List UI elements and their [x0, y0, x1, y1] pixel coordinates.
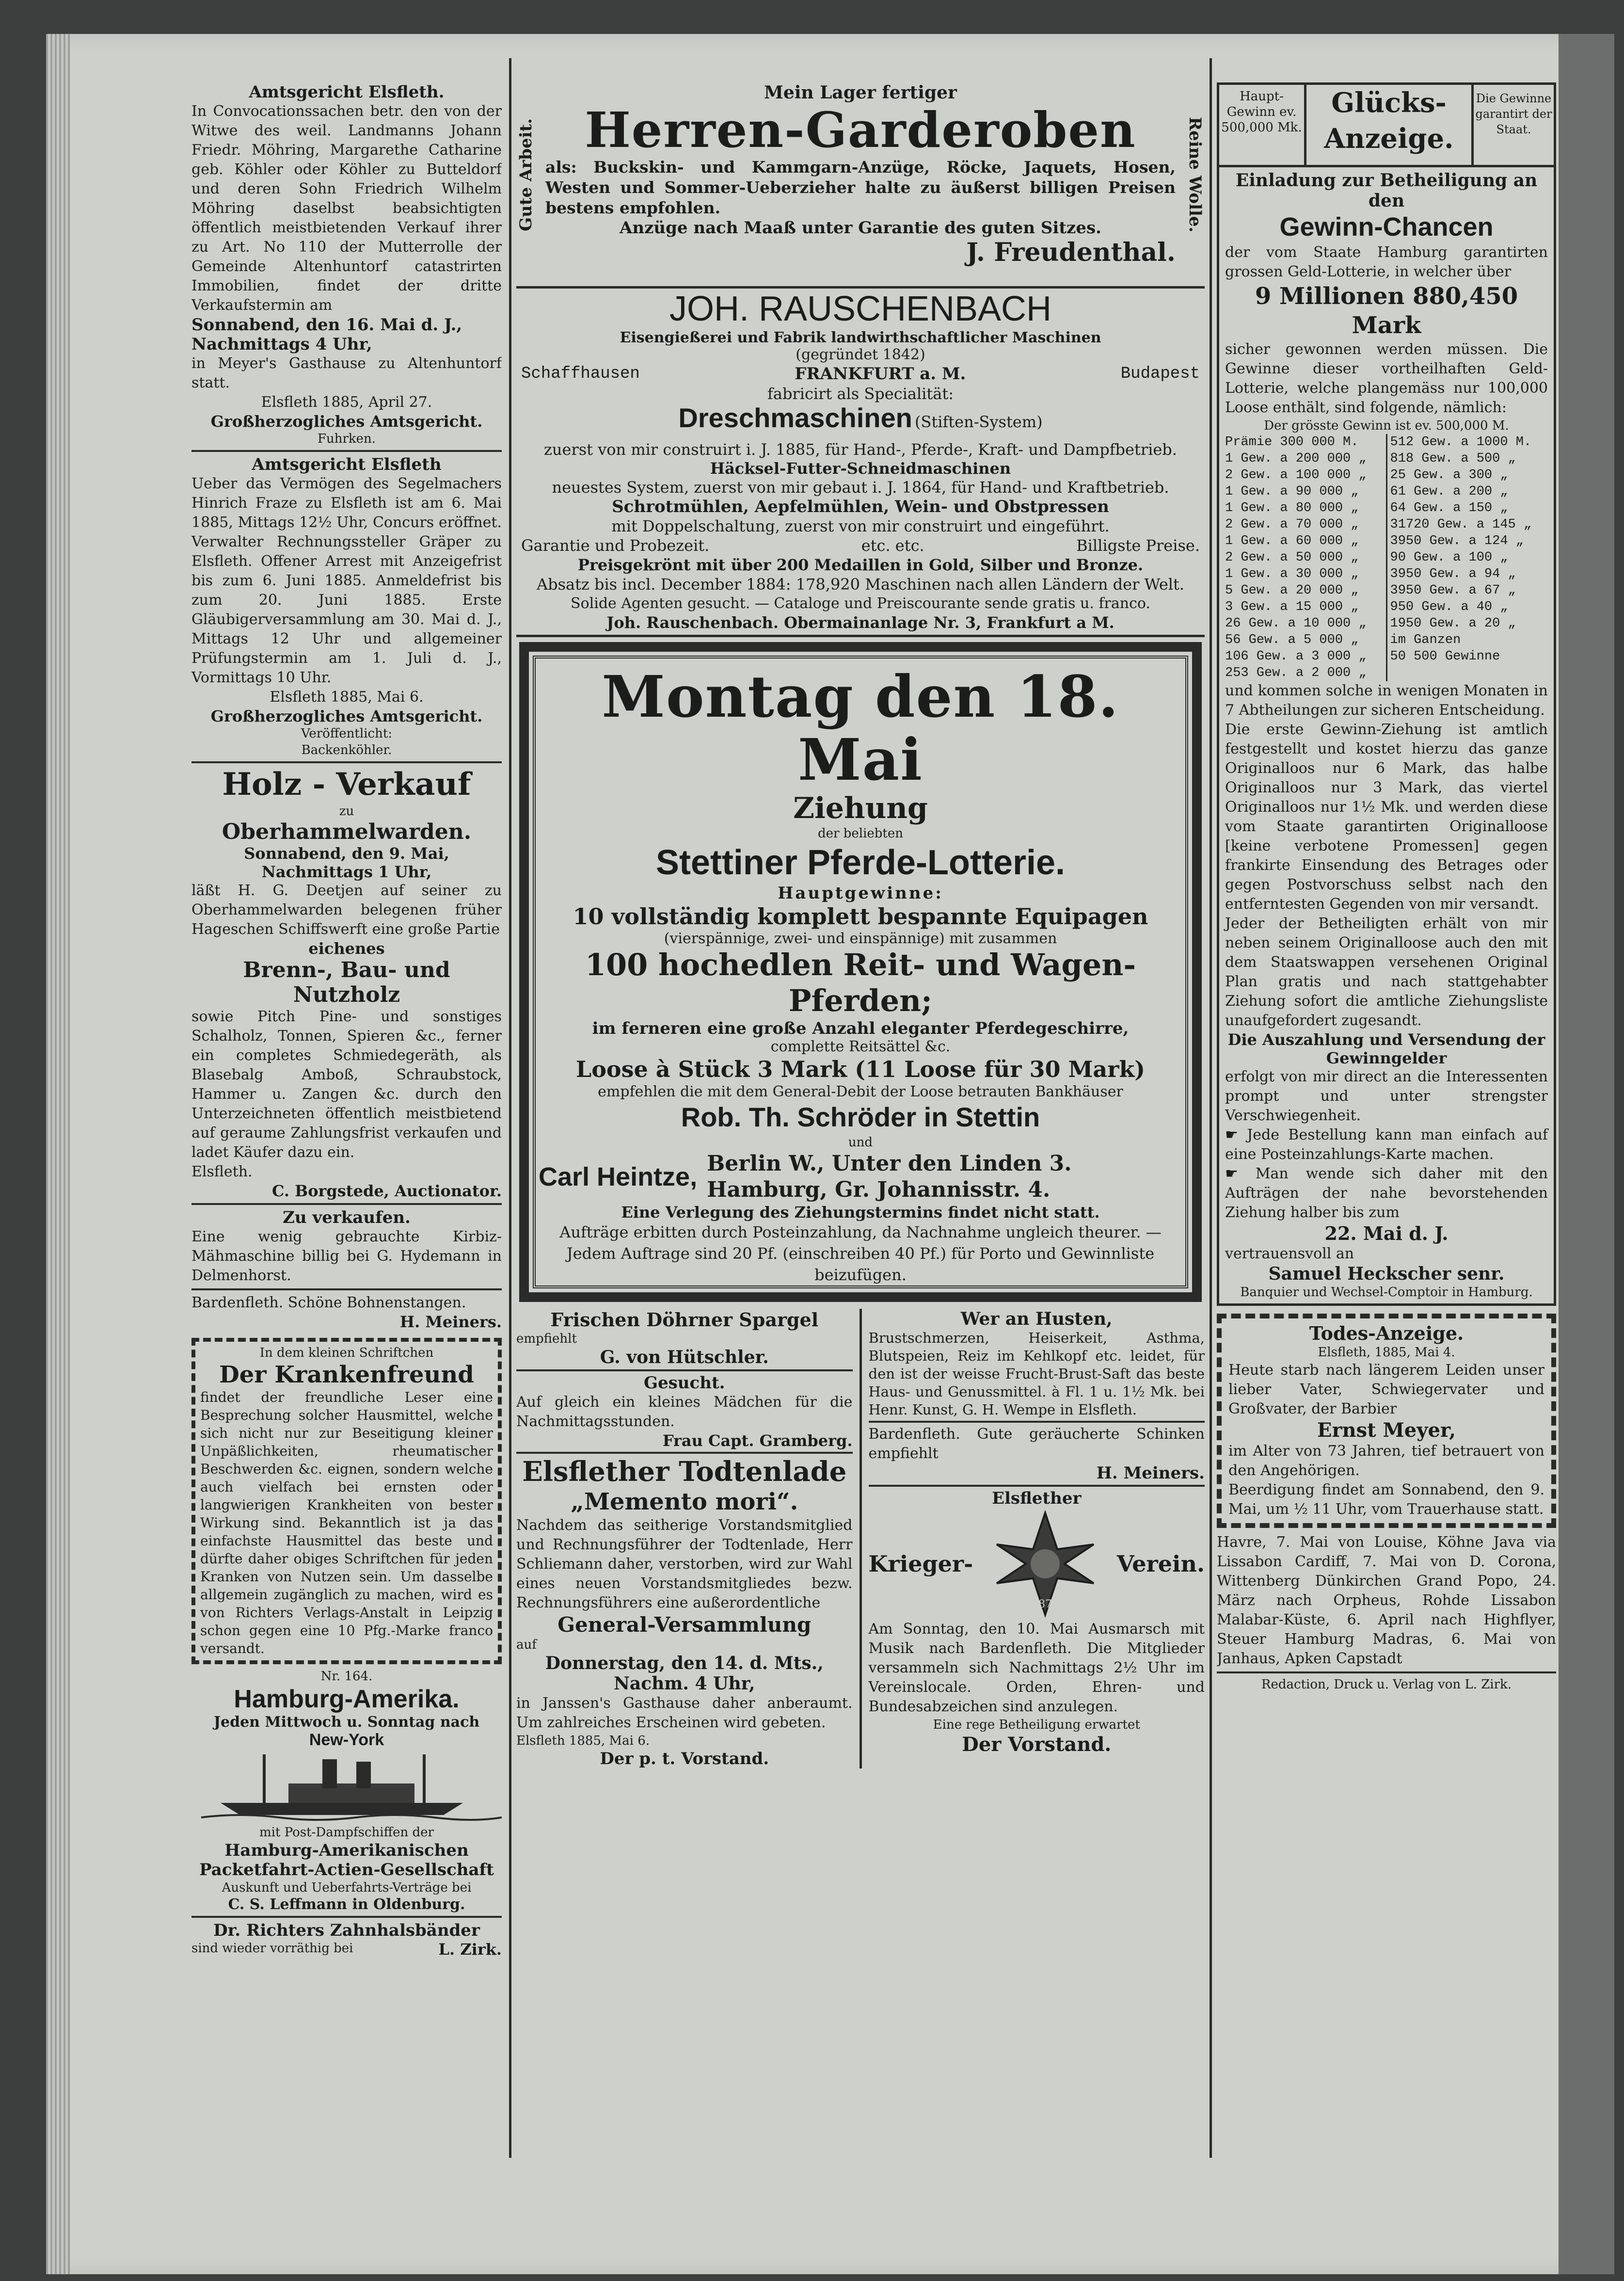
notice-text: Billigste Preise.	[1076, 536, 1200, 555]
notice-text: der beliebten	[818, 826, 903, 841]
heading: Herren-Garderoben	[585, 101, 1136, 159]
heading: JOH. RAUSCHENBACH	[669, 289, 1052, 328]
signature: H. Meiners.	[1096, 1463, 1205, 1483]
notice-text: Nachdem das seitherige Vorstandsmitglied und Rechnungsführer der Todtenlade, Herr Schliemann daher, verstorben, wird zur Wahl eines neuen Vorstandsmitgliedes bezw. Rechnungsführers eine außerordentliche	[516, 1517, 853, 1611]
heading: Krieger-	[868, 1551, 973, 1577]
notice-text: Jeden Mittwoch u. Sonntag nach	[213, 1714, 480, 1731]
prize-row: 512 Gew. a 1000 M.	[1390, 435, 1532, 450]
notice-text: Brustschmerzen, Heiserkeit, Asthma, Blutspeien, Reiz im Kehlkopf etc. leidet, für den ist der weisse Frucht-Brust-Saft das beste Haus- und Genussmittel. à Fl. 1 u. 1½ Mk. bei Henr. Kunst, G. H. Wempe in Elsfleth.	[868, 1330, 1205, 1418]
side-label: Reine Wolle.	[1185, 116, 1205, 233]
notice-line	[191, 1940, 502, 1959]
divider	[869, 1421, 1205, 1423]
rauschenbach-ad	[516, 289, 1205, 632]
notice-text: Elsfleth.	[191, 1163, 253, 1180]
notice-text: (Stiften-System)	[914, 413, 1043, 431]
prize-row: 3950 Gew. a 94 „	[1390, 567, 1516, 581]
notice-text: Solide Agenten gesucht. — Cataloge und Preiscourante sende gratis u. franco.	[571, 595, 1150, 612]
prize-row: Prämie 300 000 M.	[1225, 435, 1359, 450]
shipping-news: Havre, 7. Mai von Louise, Köhne Java via Lissabon Cardiff, 7. Mai von D. Corona, Wittenberg Dünkirchen Grand Popo, 24. März nach Orpheus, Rohde Lissabon Malabar-Küste, 6. April nach Highflyer, Steuer Hamburg Madras, 6. Mai von Janhaus, Apken Capstadt	[1217, 1534, 1556, 1667]
krieger-verein-header	[869, 1508, 1205, 1620]
notice-text	[1225, 1125, 1548, 1164]
divider	[191, 450, 502, 452]
divider	[869, 1485, 1205, 1487]
prize-row: 3950 Gew. a 124 „	[1390, 534, 1524, 548]
notice-text: empfehlen die mit dem General-Debit der Loose betrauten Bankhäuser	[598, 1083, 1123, 1100]
notice-text: Eine rege Betheiligung erwartet	[933, 1718, 1140, 1732]
heading: Todes-Anzeige.	[1309, 1322, 1464, 1344]
cities-line	[521, 363, 1200, 385]
lottery-box	[519, 642, 1202, 1302]
notice-text: Aufträge erbitten durch Posteinzahlung, da Nachnahme ungleich theurer. — Jedem Auftrage sind 20 Pf. (einschreiben 40 Pf.) für Porto und Gewinnliste beizufügen.	[559, 1223, 1162, 1284]
bottom-right	[862, 1309, 1205, 1768]
heading: Verein.	[1116, 1551, 1205, 1577]
dresch-line	[521, 403, 1200, 440]
heading: Wer an Husten,	[960, 1309, 1113, 1329]
notice-text: findet der freundliche Leser eine Besprechung solcher Hausmittel, welche sich nicht nur zur Beseitigung kleiner Unpäßlichkeiten, rheumatischer Beschwerden &c. eignen, sondern welche auch vielfach bei ernsten oder langwierigen Krankheiten von bester Wirkung sind. Bekanntlich ist ja das einfachste Hausmittel das beste und dürfte daher obiges Schriftchen für jeden Kranken von Nutzen sein. Um dasselbe allgemein zugänglich zu machen, wird es von Richters Verlags-Anstalt in Leipzig schon gegen eine 10 Pfg.-Marke franco versandt.	[200, 1389, 493, 1656]
signature: Frau Capt. Gramberg.	[662, 1431, 853, 1450]
heintze-addresses	[707, 1151, 1072, 1203]
signature: Der p. t. Vorstand.	[600, 1749, 769, 1768]
city: Schaffhausen	[521, 365, 640, 383]
prize-row: 61 Gew. a 200 „	[1390, 484, 1508, 499]
dateline: Elsfleth 1885, April 27.	[261, 394, 432, 411]
signature: Banquier und Wechsel-Comptoir in Hamburg.	[1240, 1285, 1533, 1300]
heintze-line	[539, 1151, 1182, 1203]
notice-text: In dem kleinen Schriftchen	[259, 1346, 434, 1360]
garderoben-body	[545, 82, 1176, 267]
signature: C. S. Leffmann in Oldenburg.	[228, 1896, 465, 1913]
column-1	[191, 82, 502, 2177]
prize-row: 253 Gew. a 2 000 „	[1225, 666, 1367, 680]
heading: Amtsgericht Elsfleth.	[249, 82, 445, 102]
prize-row: 50 500 Gewinne	[1390, 649, 1500, 664]
notice-text: Die erste Gewinn-Ziehung ist amtlich festgestellt und kostet hierzu das ganze Originalloos nur 6 Mark, das halbe Originalloos nur 3 Mark, das viertel Originalloos nur 1½ Mk. und werden diese vom Staate garantirten Originalloose [keine verbotene Promessen] gegen frankirte Einsendung des Betrages oder gegen Postvorschuss selbst nach den entferntesten Gegenden von mir versandt.	[1225, 721, 1548, 913]
heading: Frischen Döhrner Spargel	[550, 1309, 819, 1331]
divider	[1217, 1671, 1556, 1673]
prize-row: 56 Gew. a 5 000 „	[1225, 633, 1359, 647]
notice-date: Sonnabend, den 16. Mai d. J., Nachmittags 4 Uhr,	[191, 315, 462, 354]
divider	[516, 1452, 853, 1454]
notice-text: Auskunft und Ueberfahrts-Verträge bei	[222, 1880, 472, 1895]
notice-text: im Alter von 73 Jahren, tief betrauert von den Angehörigen.	[1228, 1443, 1544, 1479]
heading: Glücks-	[1331, 87, 1447, 119]
address: Berlin W., Unter den Linden 3.	[707, 1151, 1072, 1176]
prize-row: 1 Gew. a 200 000 „	[1225, 451, 1367, 466]
guarantee-line	[521, 536, 1200, 555]
heading: New-York	[309, 1731, 384, 1749]
notice-text: sind wieder vorräthig bei	[191, 1941, 353, 1956]
divider	[191, 1203, 502, 1205]
notice-text: Jeder der Betheiligten erhält von mir neben seinem Originalloose auch den mit dem Staatswappen versehenen Original Plan gratis und nach stattgehabter Ziehung sofort die amtliche Ziehungsliste unaufgefordert zugesandt.	[1225, 915, 1548, 1029]
heading: Einladung zur Betheiligung an den	[1235, 170, 1538, 211]
notice-text: zu	[339, 804, 354, 819]
heading: Gesucht.	[644, 1373, 725, 1393]
prize-row: 5 Gew. a 20 000 „	[1225, 583, 1359, 598]
heading: General-Versammlung	[557, 1613, 812, 1637]
notice-text: Bardenfleth. Schöne Bohnenstangen.	[191, 1294, 466, 1311]
notice-text: Absatz bis incl. December 1884: 178,920 Maschinen nach allen Ländern der Welt.	[536, 575, 1185, 594]
notice-text: Preisgekrönt mit über 200 Medaillen in Gold, Silber und Bronze.	[577, 556, 1144, 574]
prize-column	[1387, 434, 1548, 681]
heading: Loose à Stück 3 Mark (11 Loose für 30 Mark)	[575, 1056, 1146, 1082]
column-3	[1217, 82, 1556, 2177]
heading: Gewinn-Chancen	[1279, 212, 1494, 241]
prize-row: 1950 Gew. a 20 „	[1390, 616, 1516, 631]
address: Hamburg, Gr. Johannisstr. 4.	[707, 1177, 1051, 1202]
notice-text: in Janssen's Gasthause daher anberaumt. Um zahlreiches Erscheinen wird gebeten.	[516, 1695, 853, 1731]
city: Budapest	[1120, 365, 1200, 383]
dateline: Elsfleth, 1885, Mai 4.	[1318, 1345, 1455, 1360]
column-rule	[1210, 58, 1212, 2158]
notice-text: und kommen solche in wenigen Monaten in 7 Abtheilungen zur sicheren Entscheidung.	[1225, 682, 1548, 719]
heading: Hamburg-Amerika.	[234, 1685, 460, 1713]
column-rule	[509, 58, 511, 2158]
notice-number: Nr. 164.	[320, 1669, 373, 1684]
notice-text: Eine wenig gebrauchte Kirbiz-Mähmaschine billig bei G. Hydemann in Delmenhorst.	[191, 1228, 502, 1284]
notice-text: der vom Staate Hamburg garantirten grossen Geld-Lotterie, in welcher über	[1225, 244, 1548, 280]
heading: Zu verkaufen.	[283, 1208, 411, 1227]
heading: Hamburg-Amerikanischen Packetfahrt-Actien-Gesellschaft	[199, 1841, 494, 1879]
heading: Schrotmühlen, Aepfelmühlen, Wein- und Obstpressen	[612, 497, 1109, 516]
signature: H. Meiners.	[399, 1313, 502, 1331]
prize-row: 25 Gew. a 300 „	[1390, 468, 1508, 482]
page-edge	[46, 34, 70, 2274]
prize-row: 26 Gew. a 10 000 „	[1225, 616, 1367, 631]
signature: C. Borgstede, Auctionator.	[271, 1182, 502, 1200]
notice-date: 22. Mai d. J.	[1324, 1222, 1449, 1244]
pointing-hand-icon: ☛	[1225, 1165, 1256, 1182]
notice-date: Donnerstag, den 14. d. Mts., Nachm. 4 Uhr,	[545, 1653, 824, 1694]
notice-text: Heute starb nach längerem Leiden unser lieber Vater, Schwiegervater und Großvater, der Barbier	[1228, 1362, 1544, 1417]
prize-row: 31720 Gew. a 145 „	[1390, 517, 1532, 532]
bottom-left	[516, 1309, 862, 1768]
divider	[191, 761, 502, 763]
signature: Veröffentlicht:	[301, 726, 393, 741]
notice-text: mit Post-Dampfschiffen der	[259, 1825, 434, 1840]
notice-text: Jede Bestellung kann man einfach auf eine Posteinzahlungs-Karte machen.	[1225, 1126, 1548, 1163]
prize-row: 1 Gew. a 80 000 „	[1225, 501, 1359, 515]
notice-text: sicher gewonnen werden müssen. Die Gewinne dieser vortheilhaften Geld-Lotterie, welche plangemäss nur 100,000 Loose enthält, sind folgende, nämlich:	[1225, 341, 1548, 416]
notice-text: Beerdigung findet am Sonnabend, den 9. Mai, um ½ 11 Uhr, vom Trauerhause statt.	[1228, 1481, 1544, 1518]
garderoben-ad	[516, 82, 1205, 286]
divider	[516, 1369, 853, 1371]
divider	[516, 286, 1205, 289]
notice-text: neuestes System, zuerst von mir gebaut i. J. 1864, für Hand- und Kraftbetrieb.	[552, 478, 1169, 497]
newspaper-page	[46, 34, 1614, 2274]
heading: Dr. Richters Zahnhalsbänder	[213, 1921, 480, 1940]
signature: Fuhrken.	[317, 432, 376, 446]
heading: Dreschmaschinen	[678, 402, 912, 433]
iron-cross-icon	[992, 1508, 1099, 1620]
heading: Amtsgericht Elsfleth	[252, 455, 442, 474]
signature: L. Zirk.	[438, 1940, 502, 1959]
signature: Der Vorstand.	[962, 1733, 1112, 1756]
book-spine	[1559, 34, 1614, 2274]
todes-anzeige-box	[1217, 1314, 1556, 1528]
heading: Montag den 18. Mai	[602, 663, 1119, 793]
notice-text: zuerst von mir construirt i. J. 1885, für Hand-, Pferde-, Kraft- und Dampfbetrieb.	[544, 440, 1177, 459]
notice-text: complette Reitsättel &c.	[770, 1038, 951, 1055]
column-2	[516, 82, 1205, 2177]
city: FRANKFURT a. M.	[795, 364, 966, 384]
signature: Samuel Heckscher senr.	[1268, 1264, 1505, 1284]
signature: Großherzogliches Amtsgericht.	[210, 412, 483, 431]
side-label: Gute Arbeit.	[516, 118, 536, 231]
dateline: Elsfleth 1885, Mai 6.	[516, 1734, 650, 1748]
heading: Anzeige.	[1324, 123, 1454, 155]
signature: J. Freudenthal.	[966, 238, 1176, 267]
divider	[191, 1916, 502, 1918]
imprint: Redaction, Druck u. Verlag von L. Zirk.	[1261, 1677, 1512, 1692]
heading: 100 hochedlen Reit- und Wagen-Pferden;	[585, 947, 1136, 1018]
signature: G. von Hütschler.	[600, 1347, 769, 1367]
prize-table	[1225, 434, 1548, 681]
notice-text: auf	[516, 1638, 537, 1652]
prize-row: 2 Gew. a 50 000 „	[1225, 550, 1359, 565]
notice-text: Hauptgewinne:	[778, 883, 943, 903]
heading: 10 vollständig komplett bespannte Equipagen	[573, 903, 1148, 930]
notice-date: Sonnabend, den 9. Mai, Nachmittags 1 Uhr,	[244, 844, 449, 881]
dateline: Elsfleth 1885, Mai 6.	[270, 689, 424, 706]
prize-row	[1390, 665, 1548, 681]
steamship-image	[191, 1750, 502, 1822]
heading: Der Krankenfreund	[219, 1361, 474, 1388]
notice-text: fabricirt als Specialität:	[767, 385, 954, 403]
heading: „Memento mori“.	[571, 1488, 798, 1515]
notice-text: vertrauensvoll an	[1225, 1245, 1354, 1262]
prize-row: 2 Gew. a 70 000 „	[1225, 517, 1359, 532]
heading: Rob. Th. Schröder in Stettin	[681, 1102, 1040, 1132]
notice-text: eichenes	[308, 939, 385, 958]
notice-text: erfolgt von mir direct an die Interessenten prompt und unter strengster Verschwiegenheit.	[1225, 1068, 1548, 1124]
notice-text: Bardenfleth. Gute geräucherte Schinken empfiehlt	[868, 1426, 1205, 1462]
notice-text: als: Buckskin- und Kammgarn-Anzüge, Röcke, Jaquets, Hosen, Westen und Sommer-Ueberzieher halte zu äußerst billigen Preisen bestens empfohlen.	[545, 158, 1176, 217]
heading: Elsflether Todtenlade	[522, 1456, 847, 1488]
notice-text: und	[848, 1135, 873, 1150]
divider	[191, 1288, 502, 1290]
heading: Stettiner Pferde-Lotterie.	[655, 843, 1066, 882]
prize-row: 818 Gew. a 500 „	[1390, 451, 1516, 466]
notice-text: Haupt-Gewinn ev. 500,000 Mk.	[1219, 85, 1306, 165]
gluecks-title	[1306, 85, 1474, 165]
prize-row: 1 Gew. a 90 000 „	[1225, 484, 1359, 499]
notice-text: empfiehlt	[516, 1332, 577, 1346]
notice-text: Eisengießerei und Fabrik landwirthschaftlicher Maschinen	[620, 329, 1101, 346]
notice-text: (vierspännige, zwei- und einspännige) mit zusammen	[664, 930, 1057, 947]
heading: Holz - Verkauf	[222, 766, 471, 803]
heading: Oberhammelwarden.	[222, 819, 472, 844]
bottom-section	[516, 1309, 1205, 1768]
krankenfreund-box	[191, 1338, 502, 1664]
heading: 9 Millionen 880,450 Mark	[1255, 283, 1518, 339]
heading: Ernst Meyer,	[1317, 1419, 1456, 1442]
prize-row: 1 Gew. a 60 000 „	[1225, 534, 1359, 548]
notice-text: sowie Pitch Pine- und sonstiges Schalholz, Tonnen, Spieren &c., ferner ein completes Schmiedegeräth, als Blasebalg Amboß, Schraubstock, Hammer u. Zangen &c. durch den Unterzeichneten öffentlich meistbietend auf geraume Zahlungsfrist verkaufen und ladet Käufer dazu ein.	[191, 1008, 502, 1161]
heading: Ziehung	[793, 791, 928, 825]
gluecks-body	[1217, 167, 1556, 1306]
notice-text: läßt H. G. Deetjen auf seiner zu Oberhammelwarden belegenen früher Hageschen Schiffswerft eine große Partie	[191, 882, 502, 938]
prize-row: 3 Gew. a 15 000 „	[1225, 600, 1359, 614]
address: Joh. Rauschenbach. Obermainanlage Nr. 3, Frankfurt a M.	[606, 613, 1115, 632]
prize-row: 106 Gew. a 3 000 „	[1225, 649, 1367, 664]
pointing-hand-icon: ☛	[1225, 1126, 1247, 1143]
notice-text: Anzüge nach Maaß unter Garantie des guten Sitzes.	[620, 218, 1101, 238]
notice-text: in Meyer's Gasthause zu Altenhuntorf statt.	[191, 355, 502, 391]
gluecks-anzeige-header	[1217, 82, 1556, 167]
signature: Großherzogliches Amtsgericht.	[210, 707, 483, 725]
notice-text: Ueber das Vermögen des Segelmachers Hinrich Fraze zu Elsfleth ist am 6. Mai 1885, Mittags 12½ Uhr, Concurs eröffnet. Verwalter Rechnungssteller Gräper zu Elsfleth. Offener Arrest mit Anzeigefrist bis zum 6. Juni 1885. Anmeldefrist bis zum 20. Juni 1885. Erste Gläubigerversammlung am 30. Mai d. J., Mittags 12 Uhr und allgemeiner Prüfungstermin am 1. Juli d. J., Vormittags 10 Uhr.	[191, 475, 502, 686]
divider	[516, 635, 1205, 637]
signature: Backenköhler.	[301, 743, 392, 757]
notice-text: Am Sonntag, den 10. Mai Ausmarsch mit Musik nach Bardenfleth. Die Mitglieder versammeln sich Nachmittags 2½ Uhr im Vereinslocale. Orden, Ehren- und Bundesabzeichen sind anzulegen.	[868, 1621, 1205, 1715]
notice-text: im ferneren eine große Anzahl eleganter Pferdegeschirre,	[592, 1019, 1129, 1038]
notice-text: Eine Verlegung des Ziehungstermins findet nicht statt.	[621, 1203, 1100, 1221]
notice-text: In Convocationssachen betr. den von der Witwe des weil. Landmanns Johann Friedr. Möhring, Margarethe Catharine geb. Köhler oder Köhler zu Butteldorf und deren Sohn Friedrich Wilhelm Möhring daselbst beabsichtigten öffentlich meistbietenden Verkauf ihrer zu Art. No 110 der Mutterrolle der Gemeinde Altenhuntorf catastrirten Immobilien, findet der dritte Verkaufstermin am	[191, 103, 502, 314]
notice-text: etc. etc.	[861, 536, 924, 555]
heading: Brenn-, Bau- und Nutzholz	[243, 958, 450, 1007]
notice-text: Garantie und Probezeit.	[521, 536, 710, 555]
prize-row: 1 Gew. a 30 000 „	[1225, 567, 1359, 581]
prize-row: 950 Gew. a 40 „	[1390, 600, 1508, 614]
notice-text: mit Doppelschaltung, zuerst von mir construirt und eingeführt.	[611, 517, 1110, 535]
prize-column	[1225, 434, 1387, 681]
notice-text	[1225, 1164, 1548, 1222]
notice-text: Man wende sich daher mit den Aufträgen der nahe bevorstehenden Ziehung halber bis zum	[1225, 1165, 1548, 1221]
prize-row: im Ganzen	[1390, 633, 1461, 647]
prize-row: 64 Gew. a 150 „	[1390, 501, 1508, 515]
heading: Elsflether	[992, 1489, 1082, 1508]
cross-year: 1870	[1031, 1598, 1059, 1610]
heading: Die Auszahlung und Versendung der Gewinngelder	[1227, 1030, 1545, 1067]
prize-row: 2 Gew. a 100 000 „	[1225, 468, 1367, 482]
heading: Carl Heintze,	[539, 1162, 698, 1191]
prize-row: 3950 Gew. a 67 „	[1390, 583, 1516, 598]
heading: Häcksel-Futter-Schneidmaschinen	[710, 459, 1011, 478]
notice-text: Der grösste Gewinn ist ev. 500,000 M.	[1264, 418, 1509, 433]
notice-text: (gegründet 1842)	[796, 346, 925, 363]
prize-row: 90 Gew. a 100 „	[1390, 550, 1508, 565]
notice-text: Die Gewinne garantirt der Staat.	[1475, 92, 1552, 136]
heading: Mein Lager fertiger	[764, 82, 957, 103]
notice-text: Auf gleich ein kleines Mädchen für die Nachmittagsstunden.	[516, 1394, 853, 1430]
